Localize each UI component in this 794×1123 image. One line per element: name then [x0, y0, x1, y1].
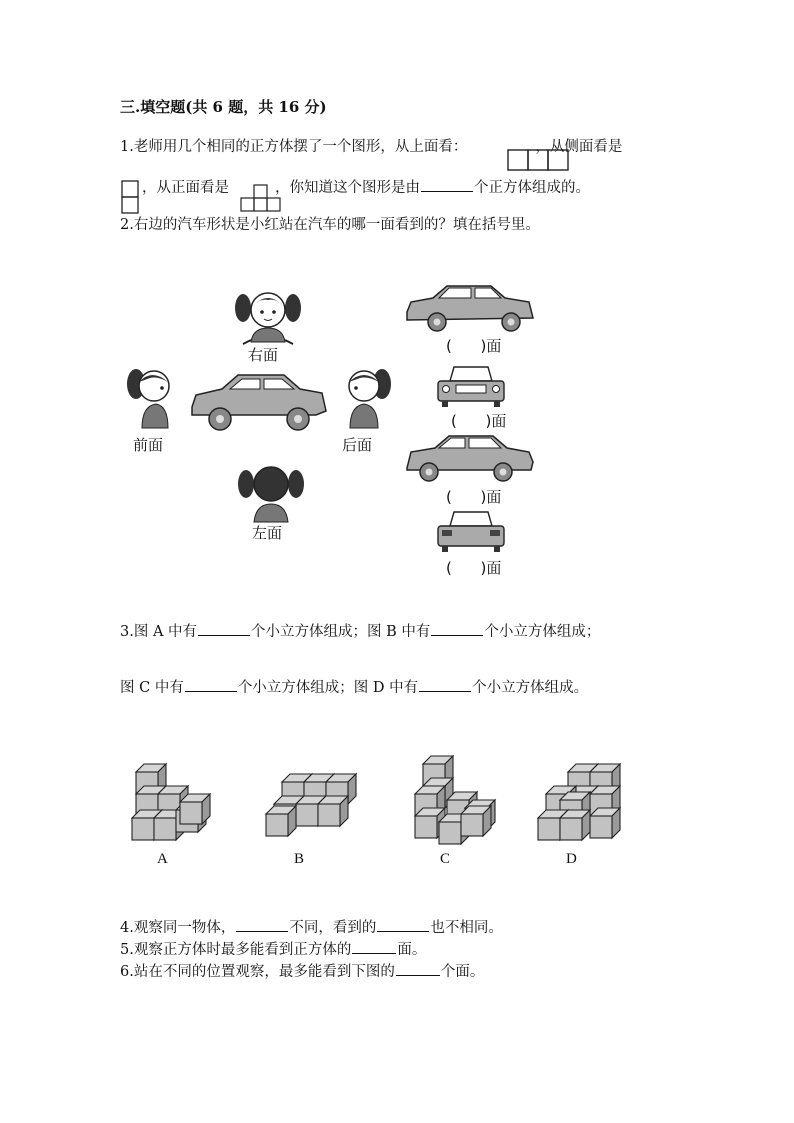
q3-text-2b: 个小立方体组成；图 D 中有 [237, 680, 419, 696]
q3-text-1a: 3.图 A 中有 [120, 624, 198, 640]
girl-left-side-illustration [236, 462, 306, 526]
q1-answer-blank[interactable] [421, 177, 473, 192]
cube-figure-c [415, 756, 495, 844]
question-3-line-1 [120, 621, 600, 642]
car-option-2-front [436, 363, 506, 409]
q3-text-1c: 个小立方体组成； [484, 624, 601, 640]
question-1-line-2 [142, 177, 590, 198]
label-right: 右面 [248, 346, 279, 364]
q6-text-b: 个面。 [440, 964, 485, 980]
q4-text-a: 4.观察同一物体， [120, 920, 236, 936]
figure-label-d: D [566, 851, 577, 867]
question-5 [120, 939, 426, 960]
q3-blank-a[interactable] [198, 621, 250, 636]
car-option-4-answer[interactable]: ( )面 [446, 559, 502, 577]
question-2-text: 2.右边的汽车形状是小红站在汽车的哪一面看到的？填在括号里。 [120, 217, 540, 233]
section-title: 三.填空题(共 6 题，共 16 分) [120, 98, 327, 116]
q3-text-2a: 图 C 中有 [120, 680, 184, 696]
figure-label-c: C [440, 851, 451, 867]
label-back: 后面 [342, 436, 373, 454]
q1-text-part5: 个正方体组成的。 [474, 180, 590, 196]
q3-text-1b: 个小立方体组成；图 B 中有 [251, 624, 431, 640]
q1-text-part3: ，从正面看是 [142, 180, 229, 196]
q3-text-2c: 个小立方体组成。 [472, 680, 589, 696]
car-option-1-side [405, 282, 535, 334]
figure-label-a: A [157, 851, 168, 867]
car-option-3-side [405, 432, 535, 484]
q1-text-part4: ，你知道这个图形是由 [275, 180, 420, 196]
q1-text-part1: 1.老师用几个相同的正方体摆了一个图形，从上面看： [120, 139, 468, 155]
cube-figure-b [266, 774, 356, 836]
q1-text-part2: ，从侧面看是 [535, 139, 623, 155]
question-4 [120, 917, 503, 938]
figure-label-b: B [294, 851, 305, 867]
label-left: 左面 [252, 524, 283, 542]
front-view-figure [241, 184, 281, 214]
q5-blank[interactable] [352, 939, 396, 954]
cube-figure-a [132, 764, 210, 840]
girl-front-illustration [124, 366, 179, 434]
q3-blank-c[interactable] [185, 677, 237, 692]
q5-text-a: 5.观察正方体时最多能看到正方体的 [120, 942, 352, 958]
cube-figures [120, 752, 660, 842]
q3-blank-b[interactable] [431, 621, 483, 636]
q6-blank[interactable] [396, 961, 440, 976]
car-option-1-answer[interactable]: ( )面 [446, 337, 502, 355]
q4-blank-1[interactable] [236, 917, 288, 932]
q4-text-b: 不同，看到的 [289, 920, 377, 936]
question-6 [120, 961, 484, 982]
side-view-figure [121, 180, 139, 214]
car-option-3-answer[interactable]: ( )面 [446, 488, 502, 506]
girl-back-illustration [338, 366, 393, 434]
top-view-figure [507, 149, 569, 171]
q6-text-a: 6.站在不同的位置观察，最多能看到下图的 [120, 964, 395, 980]
central-car-illustration [188, 371, 328, 433]
q5-text-b: 面。 [397, 942, 427, 958]
cube-figure-d [538, 764, 620, 840]
q4-blank-2[interactable] [377, 917, 429, 932]
q4-text-c: 也不相同。 [430, 920, 503, 936]
car-option-2-answer[interactable]: ( )面 [451, 412, 507, 430]
label-front: 前面 [133, 436, 164, 454]
question-3-line-2 [120, 677, 588, 698]
q3-blank-d[interactable] [419, 677, 471, 692]
car-option-4-back [436, 508, 506, 554]
